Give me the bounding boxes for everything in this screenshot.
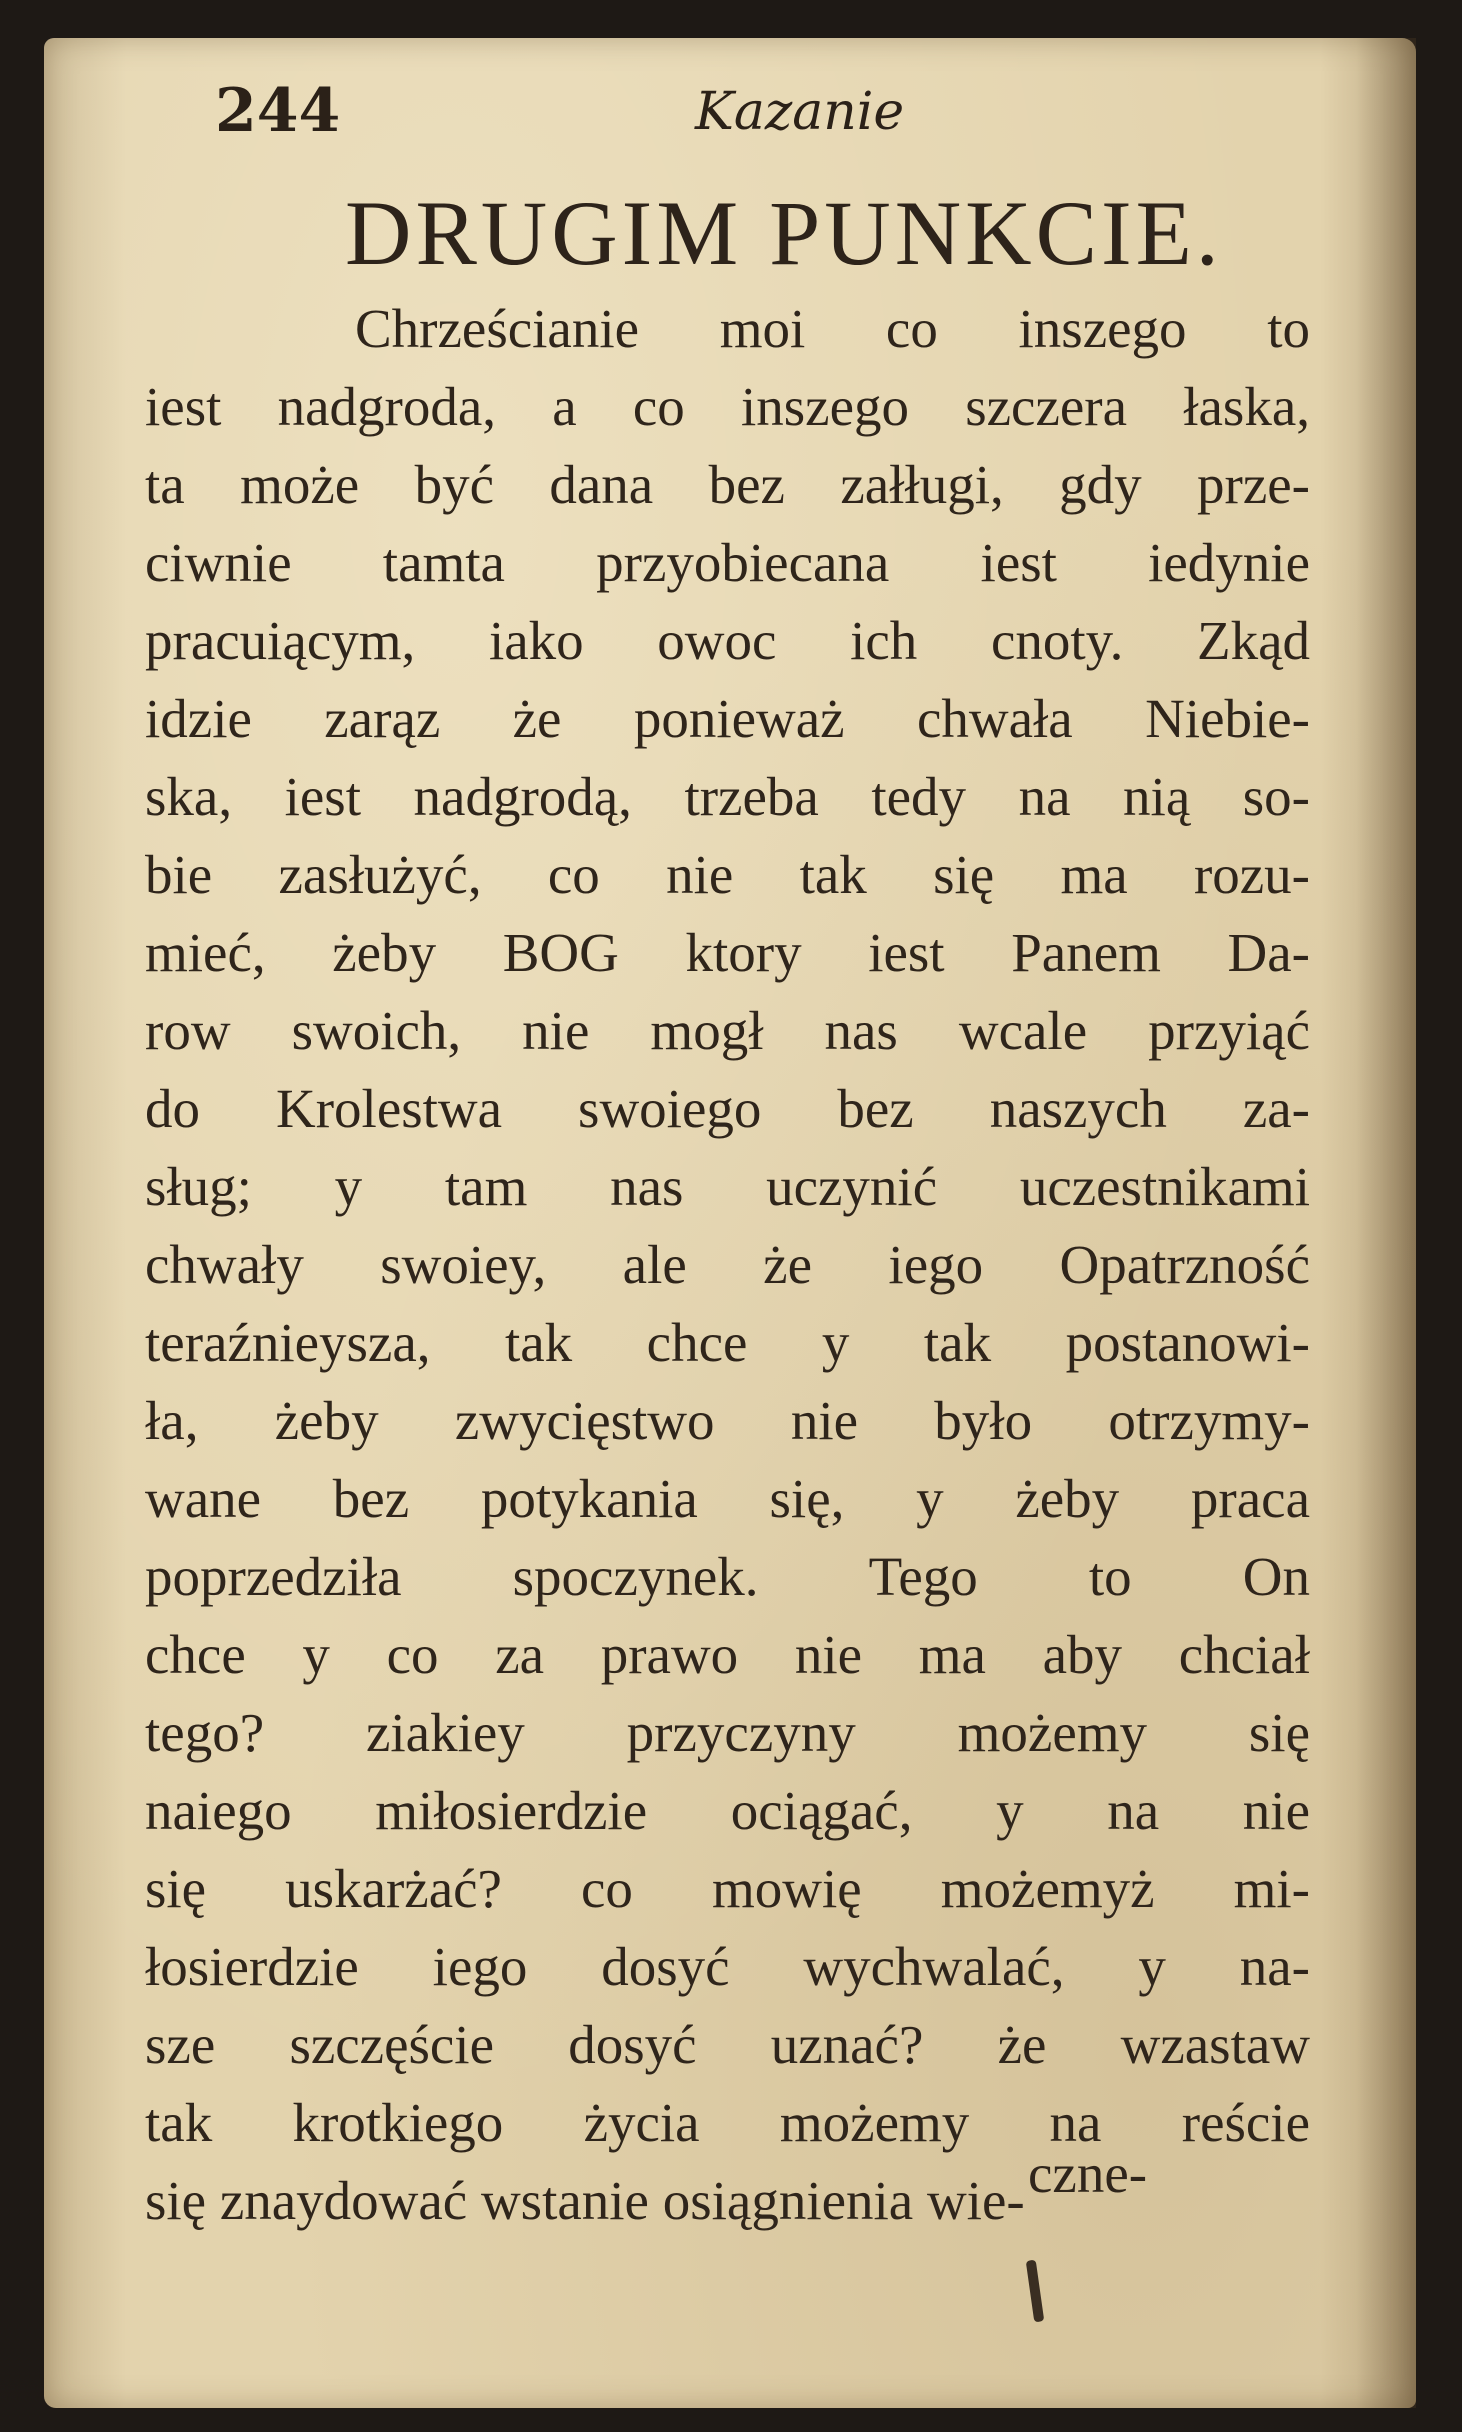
text-line: idzie zarąz że ponieważ chwała Niebie- (145, 688, 1310, 749)
text-line: ska, iest nadgrodą, trzeba tedy na nią so- (145, 766, 1310, 827)
text-line: mieć, żeby BOG ktory iest Panem Da- (145, 922, 1310, 983)
text-line: pracuiącym, iako owoc ich cnoty. Zkąd (145, 610, 1310, 671)
text-line: tak krotkiego życia możemy na reście (145, 2092, 1310, 2153)
text-line: naiego miłosierdzie ociągać, y na nie (145, 1780, 1310, 1841)
text-line: do Krolestwa swoiego bez naszych za- (145, 1078, 1310, 1139)
page-gutter-shadow (1356, 38, 1416, 2408)
text-line: wane bez potykania się, y żeby praca (145, 1468, 1310, 1529)
body-text (145, 290, 1310, 2240)
text-line: ciwnie tamta przyobiecana iest iedynie (145, 532, 1310, 593)
text-line: iest nadgroda, a co inszego szczera łaska, (145, 376, 1310, 437)
text-line: się znaydować wstanie osiągnienia wie- (145, 2170, 1025, 2231)
catchword: czne- (1028, 2143, 1148, 2204)
text-line: chwały swoiey, ale że iego Opatrzność (145, 1234, 1310, 1295)
text-line: sze szczęście dosyć uznać? że wzastaw (145, 2014, 1310, 2075)
text-line: chce y co za prawo nie ma aby chciał (145, 1624, 1310, 1685)
text-line: się uskarżać? co mowię możemyż mi- (145, 1858, 1310, 1919)
text-line: łosierdzie iego dosyć wychwalać, y na- (145, 1936, 1310, 1997)
text-line: Chrześcianie moi co inszego to (355, 298, 1310, 359)
page-header (215, 76, 1215, 166)
text-line: ła, żeby zwycięstwo nie było otrzymy- (145, 1390, 1310, 1451)
text-line: poprzedziła spoczynek. Tego to On (145, 1546, 1310, 1607)
text-line: sług; y tam nas uczynić uczestnikami (145, 1156, 1310, 1217)
text-line: ta może być dana bez załługi, gdy prze- (145, 454, 1310, 515)
text-line: row swoich, nie mogł nas wcale przyiąć (145, 1000, 1310, 1061)
text-line: teraźnieysza, tak chce y tak postanowi- (145, 1312, 1310, 1373)
page-number: 244 (215, 76, 341, 146)
running-head: Kazanie (695, 82, 905, 142)
text-line: tego? ziakiey przyczyny możemy się (145, 1702, 1310, 1763)
text-line: bie zasłużyć, co nie tak się ma rozu- (145, 844, 1310, 905)
section-title: DRUGIM PUNKCIE. (345, 182, 1223, 284)
